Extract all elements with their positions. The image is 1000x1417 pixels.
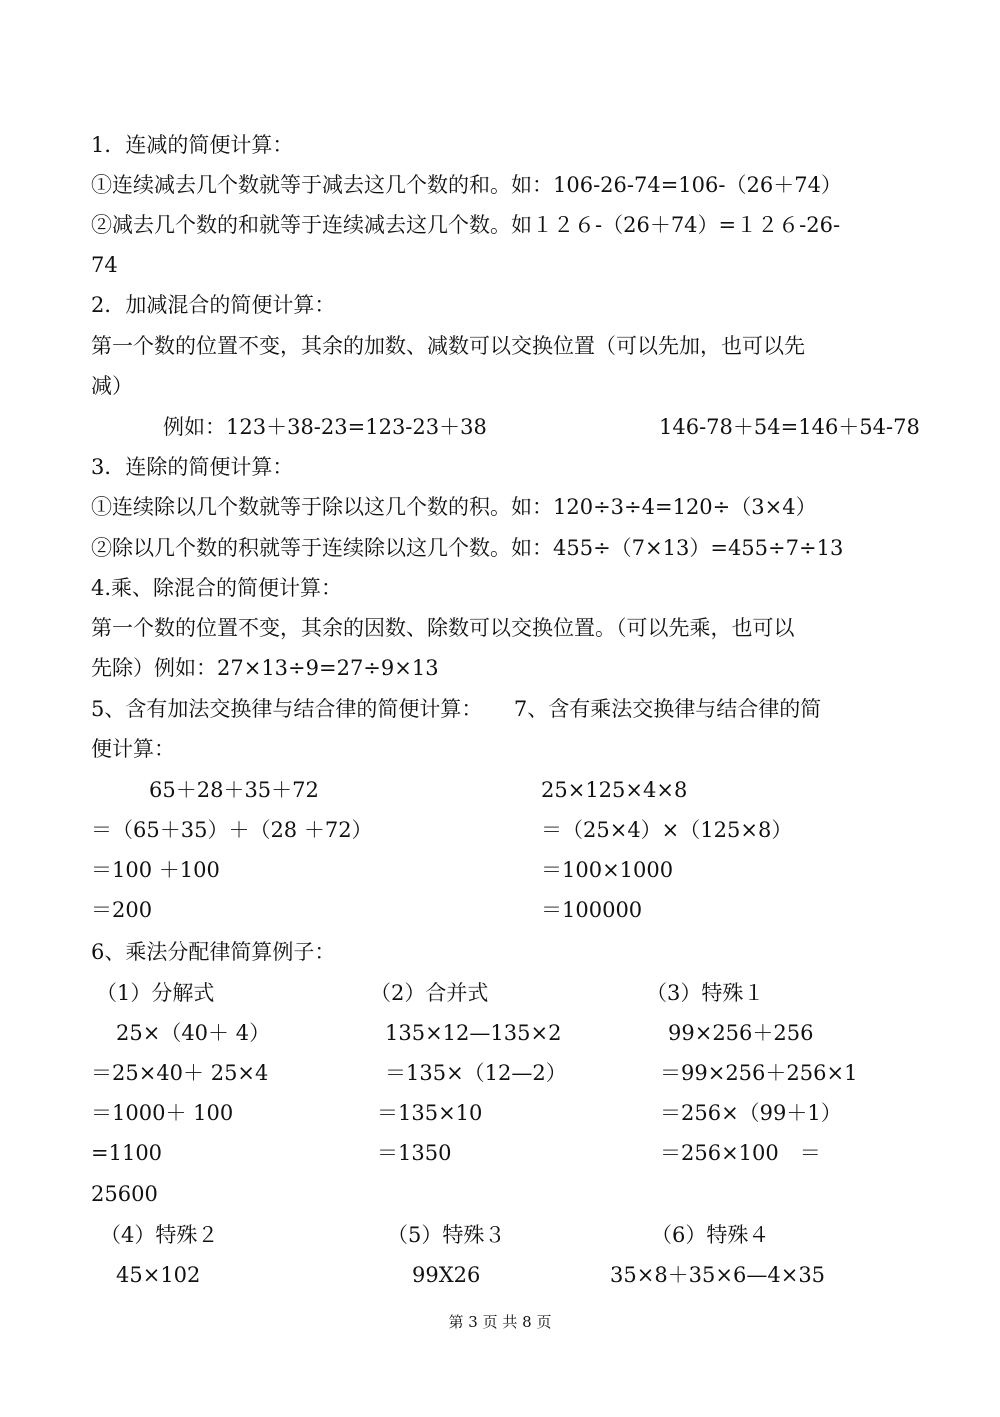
section-6-col3-step: ＝256×100 ＝ bbox=[660, 1141, 821, 1165]
section-6-row2-expr: 45×102 bbox=[116, 1263, 201, 1287]
section-6-col1-title: （1）分解式 bbox=[96, 981, 215, 1005]
section-5-step: ＝100 ＋100 bbox=[91, 858, 220, 882]
section-7-step: ＝100×1000 bbox=[541, 858, 674, 882]
section-7-step: ＝（25×4）×（125×8） bbox=[541, 818, 793, 842]
section-2-heading: 2．加减混合的简便计算： bbox=[91, 293, 336, 317]
section-6-col3-step: ＝99×256＋256×1 bbox=[660, 1061, 858, 1085]
section-4-rule-cont: 先除）例如：27×13÷9=27÷9×13 bbox=[91, 656, 439, 680]
section-5-7-heading: 5、含有加法交换律与结合律的简便计算： 7、含有乘法交换律与结合律的简 bbox=[91, 697, 822, 721]
section-6-col3-step: 99×256＋256 bbox=[668, 1021, 814, 1045]
section-6-row2-expr: 99X26 bbox=[412, 1263, 481, 1287]
section-6-row2-title: （4）特殊２ bbox=[100, 1223, 219, 1247]
section-7-step: 25×125×4×8 bbox=[541, 778, 688, 802]
section-6-col3-title: （3）特殊１ bbox=[646, 981, 765, 1005]
section-6-col2-step: ＝135×10 bbox=[377, 1101, 483, 1125]
section-5-step: 65＋28＋35＋72 bbox=[149, 778, 319, 802]
section-2-example-a: 例如：123＋38-23=123-23＋38 bbox=[163, 415, 487, 439]
section-6-col1-step: ＝1000＋ 100 bbox=[91, 1101, 234, 1125]
section-6-heading: 6、乘法分配律简算例子： bbox=[91, 940, 336, 964]
section-6-col1-step: 25×（40＋ 4） bbox=[116, 1021, 271, 1045]
section-3-heading: 3．连除的简便计算： bbox=[91, 455, 294, 479]
page-footer: 第 3 页 共 8 页 bbox=[448, 1313, 552, 1331]
section-2-example-b: 146-78＋54=146＋54-78 bbox=[659, 415, 920, 439]
section-3-rule-2: ②除以几个数的积就等于连续除以这几个数。如：455÷（7×13）=455÷7÷13 bbox=[91, 536, 844, 560]
section-7-step: ＝100000 bbox=[541, 898, 643, 922]
section-6-col2-title: （2）合并式 bbox=[370, 981, 489, 1005]
section-2-rule-cont: 减） bbox=[91, 374, 133, 398]
section-6-col2-step: 135×12—135×2 bbox=[385, 1021, 562, 1045]
section-1-rule-2-cont: 74 bbox=[91, 253, 118, 277]
section-1-heading: 1．连减的简便计算： bbox=[91, 133, 294, 157]
section-6-col1-step: ＝25×40＋ 25×4 bbox=[91, 1061, 269, 1085]
section-6-row2-title: （5）特殊３ bbox=[387, 1223, 506, 1247]
section-6-col1-step: =1100 bbox=[91, 1141, 163, 1165]
section-6-row2-expr: 35×8＋35×6—4×35 bbox=[610, 1263, 826, 1287]
section-6-col2-step: ＝135×（12—2） bbox=[385, 1061, 567, 1085]
section-5-step: ＝（65＋35）＋（28 ＋72） bbox=[91, 818, 373, 842]
section-2-rule: 第一个数的位置不变，其余的加数、减数可以交换位置（可以先加，也可以先 bbox=[91, 334, 805, 358]
section-4-heading: 4.乘、除混合的简便计算： bbox=[91, 576, 343, 600]
section-1-rule-1: ①连续减去几个数就等于减去这几个数的和。如：106-26-74=106-（26＋74） bbox=[91, 173, 842, 197]
section-6-col2-step: ＝1350 bbox=[377, 1141, 452, 1165]
section-4-rule: 第一个数的位置不变，其余的因数、除数可以交换位置。（可以先乘，也可以 bbox=[91, 616, 795, 640]
section-1-rule-2: ②减去几个数的和就等于连续减去这几个数。如１２６-（26＋74）=１２６-26- bbox=[91, 213, 841, 237]
section-6-row2-title: （6）特殊４ bbox=[651, 1223, 770, 1247]
section-5-step: ＝200 bbox=[91, 898, 153, 922]
section-5-7-heading-cont: 便计算： bbox=[91, 737, 175, 761]
section-3-rule-1: ①连续除以几个数就等于除以这几个数的积。如：120÷3÷4=120÷（3×4） bbox=[91, 495, 817, 519]
section-6-col3-result-wrap: 25600 bbox=[91, 1182, 158, 1206]
section-6-col3-step: ＝256×（99＋1） bbox=[660, 1101, 842, 1125]
